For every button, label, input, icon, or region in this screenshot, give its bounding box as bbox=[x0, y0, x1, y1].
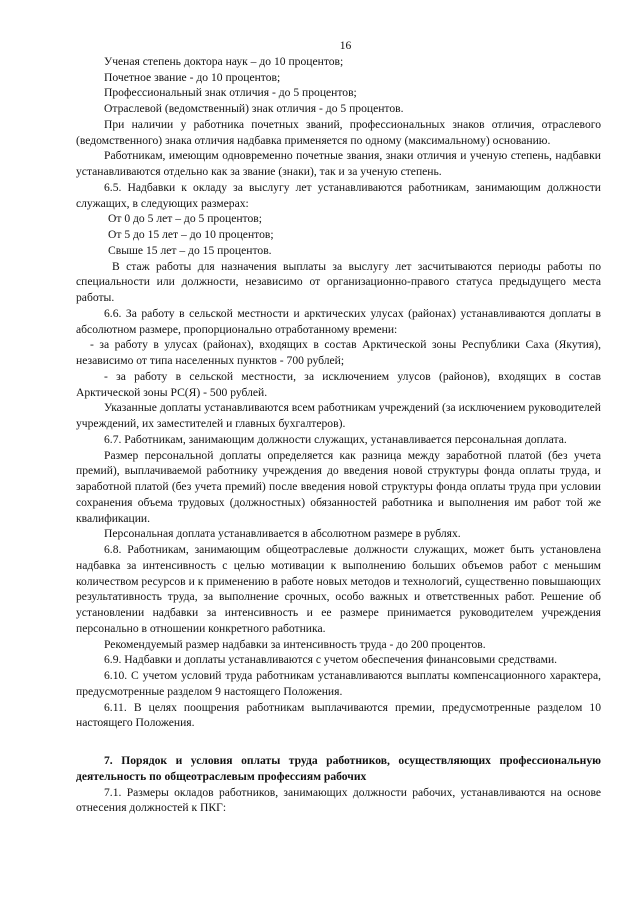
paragraph: Работникам, имеющим одновременно почетные звания, знаки отличия и ученую степень, надбавки устанавливаются отдельно как за звание (знаки), так и за ученую степень. bbox=[76, 149, 601, 178]
paragraph: 6.6. За работу в сельской местности и арктических улусах (районах) устанавливаются доплаты в абсолютном размере, пропорционально отработанному времени: bbox=[76, 306, 601, 336]
paragraph: 6.8. Работникам, занимающим общеотраслевые должности служащих, может быть установлена надбавка за интенсивность с целью мотивации к выполнению больших объемов работ с меньшим количеством ресурсов и к применению в работе новых методов и технологий, существенно повышающих результативность труда, за выполнение срочных, особо важных и ответственных работ. Решение об установлении надбавки за интенсивность и ее размере принимается руководителем учреждения персонально в отношении конкретного работника. bbox=[76, 543, 601, 635]
document-page bbox=[76, 38, 601, 816]
paragraph: 6.9. Надбавки и доплаты устанавливаются с учетом обеспечения финансовыми средствами. bbox=[104, 653, 558, 667]
list-item: От 5 до 15 лет – до 10 процентов; bbox=[108, 228, 274, 241]
list-item: Профессиональный знак отличия - до 5 процентов; bbox=[104, 86, 357, 100]
paragraph: При наличии у работника почетных званий, профессиональных знаков отличия, отраслевого (ведомственного) знака отличия надбавка применяется по одному (максимальному) основанию. bbox=[76, 117, 601, 147]
paragraph: Указанные доплаты устанавливаются всем работникам учреждений (за исключением руководителей учреждений, их заместителей и главных бухгалтеров). bbox=[76, 401, 601, 430]
list-item: Свыше 15 лет – до 15 процентов. bbox=[108, 243, 272, 257]
page-number: 16 bbox=[339, 39, 352, 52]
list-item: - за работу в сельской местности, за исключением улусов (районов), входящих в состав Арктической зоны РС(Я) - 500 рублей. bbox=[76, 369, 601, 399]
list-item: Ученая степень доктора наук – до 10 процентов; bbox=[104, 54, 344, 68]
paragraph: 6.7. Работникам, занимающим должности служащих, устанавливается персональная доплата. bbox=[104, 432, 567, 446]
paragraph: 6.10. С учетом условий труда работникам устанавливаются выплаты компенсационного характера, предусмотренные разделом 9 настоящего Положения. bbox=[76, 669, 601, 698]
paragraph: Персональная доплата устанавливается в абсолютном размере в рублях. bbox=[104, 527, 461, 541]
section-heading: 7. Порядок и условия оплаты труда работников, осуществляющих профессиональную деятельность по общеотраслевым профессиям рабочих bbox=[76, 754, 601, 783]
list-item: Отраслевой (ведомственный) знак отличия - до 5 процентов. bbox=[104, 102, 404, 115]
list-item: Почетное звание - до 10 процентов; bbox=[104, 70, 281, 84]
paragraph: В стаж работы для назначения выплаты за выслугу лет засчитываются периоды работы по специальности или должности, независимо от организационно-правого статуса предыдущего места работы. bbox=[76, 259, 601, 304]
paragraph: 6.11. В целях поощрения работникам выплачиваются премии, предусмотренные разделом 10 настоящего Положения. bbox=[76, 700, 601, 730]
paragraph: Рекомендуемый размер надбавки за интенсивность труда - до 200 процентов. bbox=[104, 637, 486, 651]
paragraph: Размер персональной доплаты определяется как разница между заработной платой (без учета премий), выплачиваемой работнику учреждения до введения новой структуры фонда оплаты труда, и заработной платой (без учета премий) после введения новой структуры фонда оплаты труда при условии сохранения объема трудовых (должностных) обязанностей работника и выполнения им работ той же квалификации. bbox=[76, 448, 601, 525]
paragraph: 6.5. Надбавки к окладу за выслугу лет устанавливаются работникам, занимающим должности служащих, в следующих размерах: bbox=[76, 180, 601, 210]
section-gap bbox=[76, 731, 601, 753]
list-item: - за работу в улусах (районах), входящих в состав Арктической зоны Республики Саха (Якутия), независимо от типа населенных пунктов - 700 рублей; bbox=[76, 338, 601, 367]
list-item: От 0 до 5 лет – до 5 процентов; bbox=[108, 212, 262, 226]
paragraph: 7.1. Размеры окладов работников, занимающих должности рабочих, устанавливаются на основе отнесения должностей к ПКГ: bbox=[76, 785, 601, 815]
